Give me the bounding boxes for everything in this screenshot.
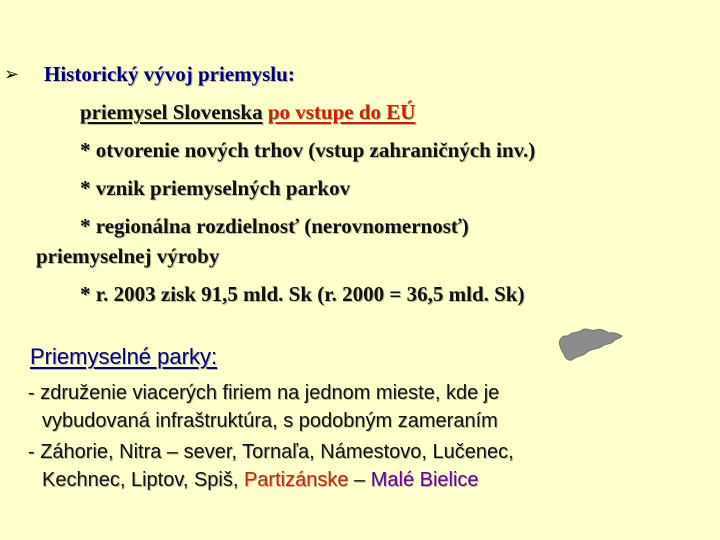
historical-item-industrial-parks: * vznik priemyselných parkov (80, 176, 351, 200)
parks-list-line1: - Záhorie, Nitra – sever, Tornaľa, Námestovo, Lučenec, (28, 441, 514, 463)
slovakia-map-icon (556, 326, 624, 362)
parks-list-line2 (42, 469, 479, 492)
arrow-bullet-icon: ➢ (4, 64, 20, 85)
slovakia-industry-text: priemysel Slovenska (80, 100, 263, 124)
historical-item-new-markets: * otvorenie nových trhov (vstup zahraničných inv.) (80, 138, 536, 162)
parks-heading: Priemyselné parky: (30, 344, 218, 369)
historical-item-regional-disparity-cont: priemyselnej výroby (36, 244, 220, 268)
male-bielice-text: Malé Bielice (370, 469, 479, 491)
eu-accession-text: po vstupe do EÚ (267, 100, 416, 124)
parks-description-line2: vybudovaná infraštruktúra, s podobným zameraním (42, 410, 498, 432)
parks-list-locations: Kechnec, Liptov, Spiš, (42, 469, 239, 491)
historical-line1 (80, 100, 415, 125)
historical-heading: Historický vývoj priemyslu: (44, 62, 295, 86)
partizanske-text: Partizánske (243, 469, 349, 491)
historical-item-profit: * r. 2003 zisk 91,5 mld. Sk (r. 2000 = 36,5 mld. Sk) (80, 282, 525, 306)
historical-item-regional-disparity: * regionálna rozdielnosť (nerovnomernosť) (80, 214, 469, 238)
dash-separator: – (354, 469, 366, 491)
parks-description-line1: - združenie viacerých firiem na jednom mieste, kde je (28, 382, 500, 404)
